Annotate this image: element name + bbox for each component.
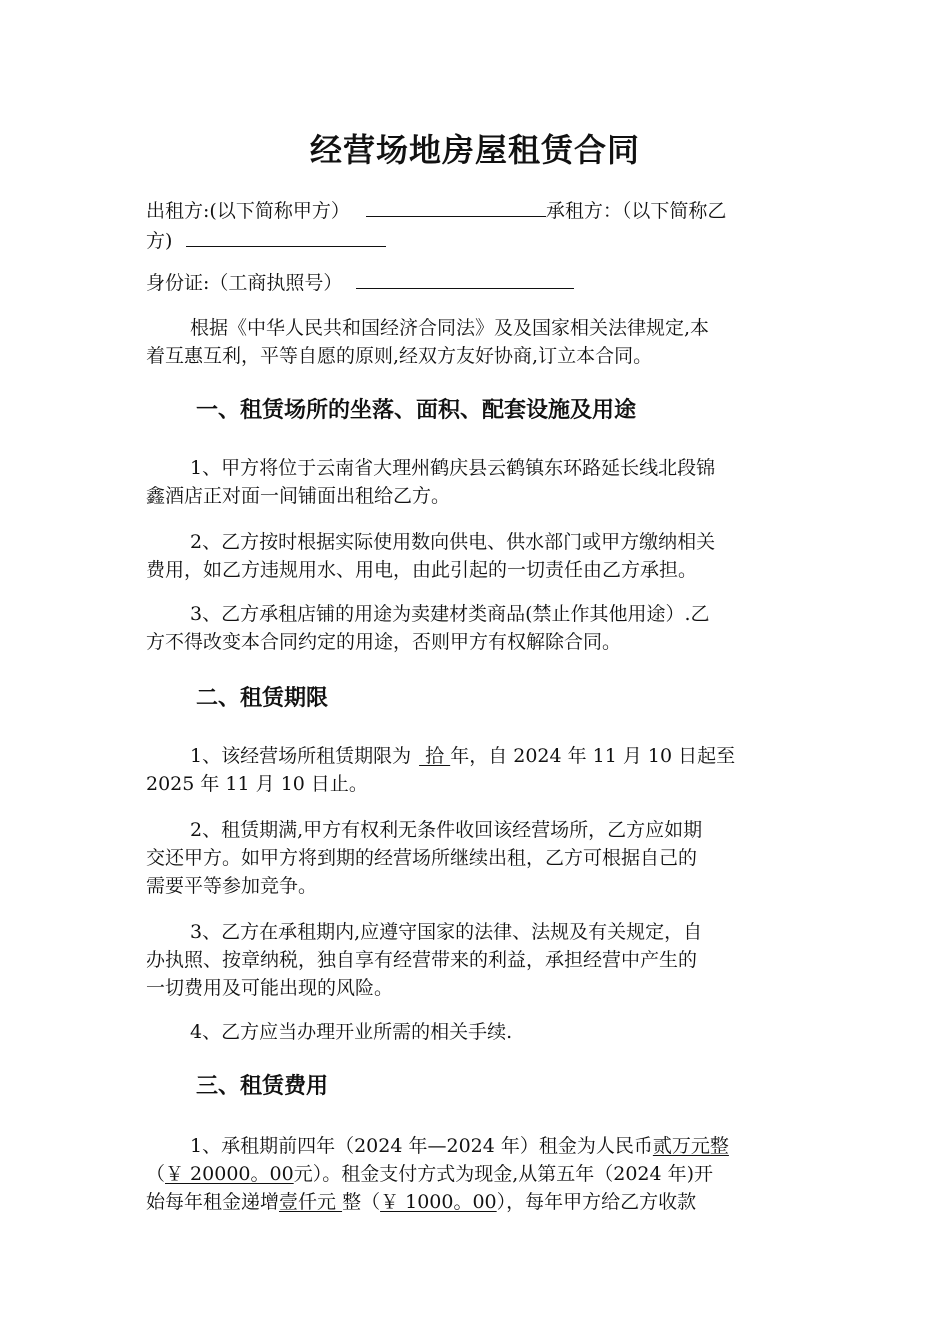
rent-text: 1、承租期前四年（2024 年—2024 年）租金为人民币 xyxy=(190,1135,653,1157)
section-2-heading: 二、租赁期限 xyxy=(196,686,329,711)
increase-amount-number: ￥ 1000。00 xyxy=(380,1191,497,1213)
s2-p2-line-1: 2、租赁期满,甲方有权利无条件收回该经营场所，乙方应如期 xyxy=(190,819,703,841)
lessee-label: 承租方：（以下简称乙 xyxy=(545,200,727,222)
term-suffix: 年，自 2024 年 11 月 10 日起至 xyxy=(450,745,736,767)
s1-p2-line-2: 费用，如乙方违规用水、用电，由此引起的一切责任由乙方承担。 xyxy=(146,559,698,581)
s2-p2-line-2: 交还甲方。如甲方将到期的经营场所继续出租，乙方可根据自己的 xyxy=(146,847,698,869)
s2-p1-line-1 xyxy=(190,744,735,768)
s1-p3-line-2: 方不得改变本合同约定的用途，否则甲方有权解除合同。 xyxy=(146,631,622,653)
paren-open: （ xyxy=(146,1163,166,1185)
s2-p3-line-1: 3、乙方在承租期内,应遵守国家的法律、法规及有关规定，自 xyxy=(190,921,703,943)
s2-p1-line-2: 2025 年 11 月 10 日止。 xyxy=(146,773,368,795)
s1-p1-line-1: 1、甲方将位于云南省大理州鹤庆县云鹤镇东环路延长线北段锦 xyxy=(190,457,716,479)
section-1-heading: 一、租赁场所的坐落、面积、配套设施及用途 xyxy=(196,398,637,423)
s2-p3-line-2: 办执照、按章纳税，独自享有经营带来的利益，承担经营中产生的 xyxy=(146,949,698,971)
section-3-heading: 三、租赁费用 xyxy=(196,1074,329,1099)
lessor-blank xyxy=(366,196,546,217)
s2-p4-line-1: 4、乙方应当办理开业所需的相关手续. xyxy=(190,1021,513,1043)
rent-amount-words: 贰万元整 xyxy=(652,1135,729,1157)
s1-p3-line-1: 3、乙方承租店铺的用途为卖建材类商品(禁止作其他用途）.乙 xyxy=(190,603,710,625)
s3-p1-line-2 xyxy=(146,1162,713,1186)
lessee-blank xyxy=(186,226,386,247)
increase-prefix: 始每年租金递增 xyxy=(146,1191,280,1213)
intro-line-2: 着互惠互利，平等自愿的原则,经双方友好协商,订立本合同。 xyxy=(146,345,653,367)
s2-p2-line-3: 需要平等参加竞争。 xyxy=(146,875,318,897)
term-prefix: 1、该经营场所租赁期限为 xyxy=(190,745,412,767)
s1-p1-line-2: 鑫酒店正对面一间铺面出租给乙方。 xyxy=(146,485,451,507)
lessor-label: 出租方:(以下简称甲方） xyxy=(146,200,350,222)
parties-line-1 xyxy=(146,196,726,223)
parties-line-2 xyxy=(146,226,386,253)
s1-p2-line-1: 2、乙方按时根据实际使用数向供电、供水部门或甲方缴纳相关 xyxy=(190,531,716,553)
increase-amount-words: 壹仟元 xyxy=(279,1191,343,1213)
s3-p1-line-3 xyxy=(146,1190,696,1214)
intro-line-1: 根据《中华人民共和国经济合同法》及及国家相关法律规定,本 xyxy=(190,317,710,339)
rent-amount-number: ￥ 20000。00 xyxy=(165,1163,294,1185)
lessee-label-cont: 方) xyxy=(146,230,173,252)
s2-p3-line-3: 一切费用及可能出现的风险。 xyxy=(146,977,394,999)
increase-suffix: ），每年甲方给乙方收款 xyxy=(496,1191,697,1213)
id-blank xyxy=(356,268,574,289)
term-years: 拾 xyxy=(419,745,451,767)
id-label: 身份证:（工商执照号） xyxy=(146,272,343,294)
increase-mid: 整（ xyxy=(342,1191,381,1213)
id-line xyxy=(146,268,574,295)
rent-payment-text: 元）。租金支付方式为现金,从第五年（2024 年)开 xyxy=(293,1163,714,1185)
page-title: 经营场地房屋租赁合同 xyxy=(309,131,640,169)
s3-p1-line-1 xyxy=(190,1134,729,1158)
